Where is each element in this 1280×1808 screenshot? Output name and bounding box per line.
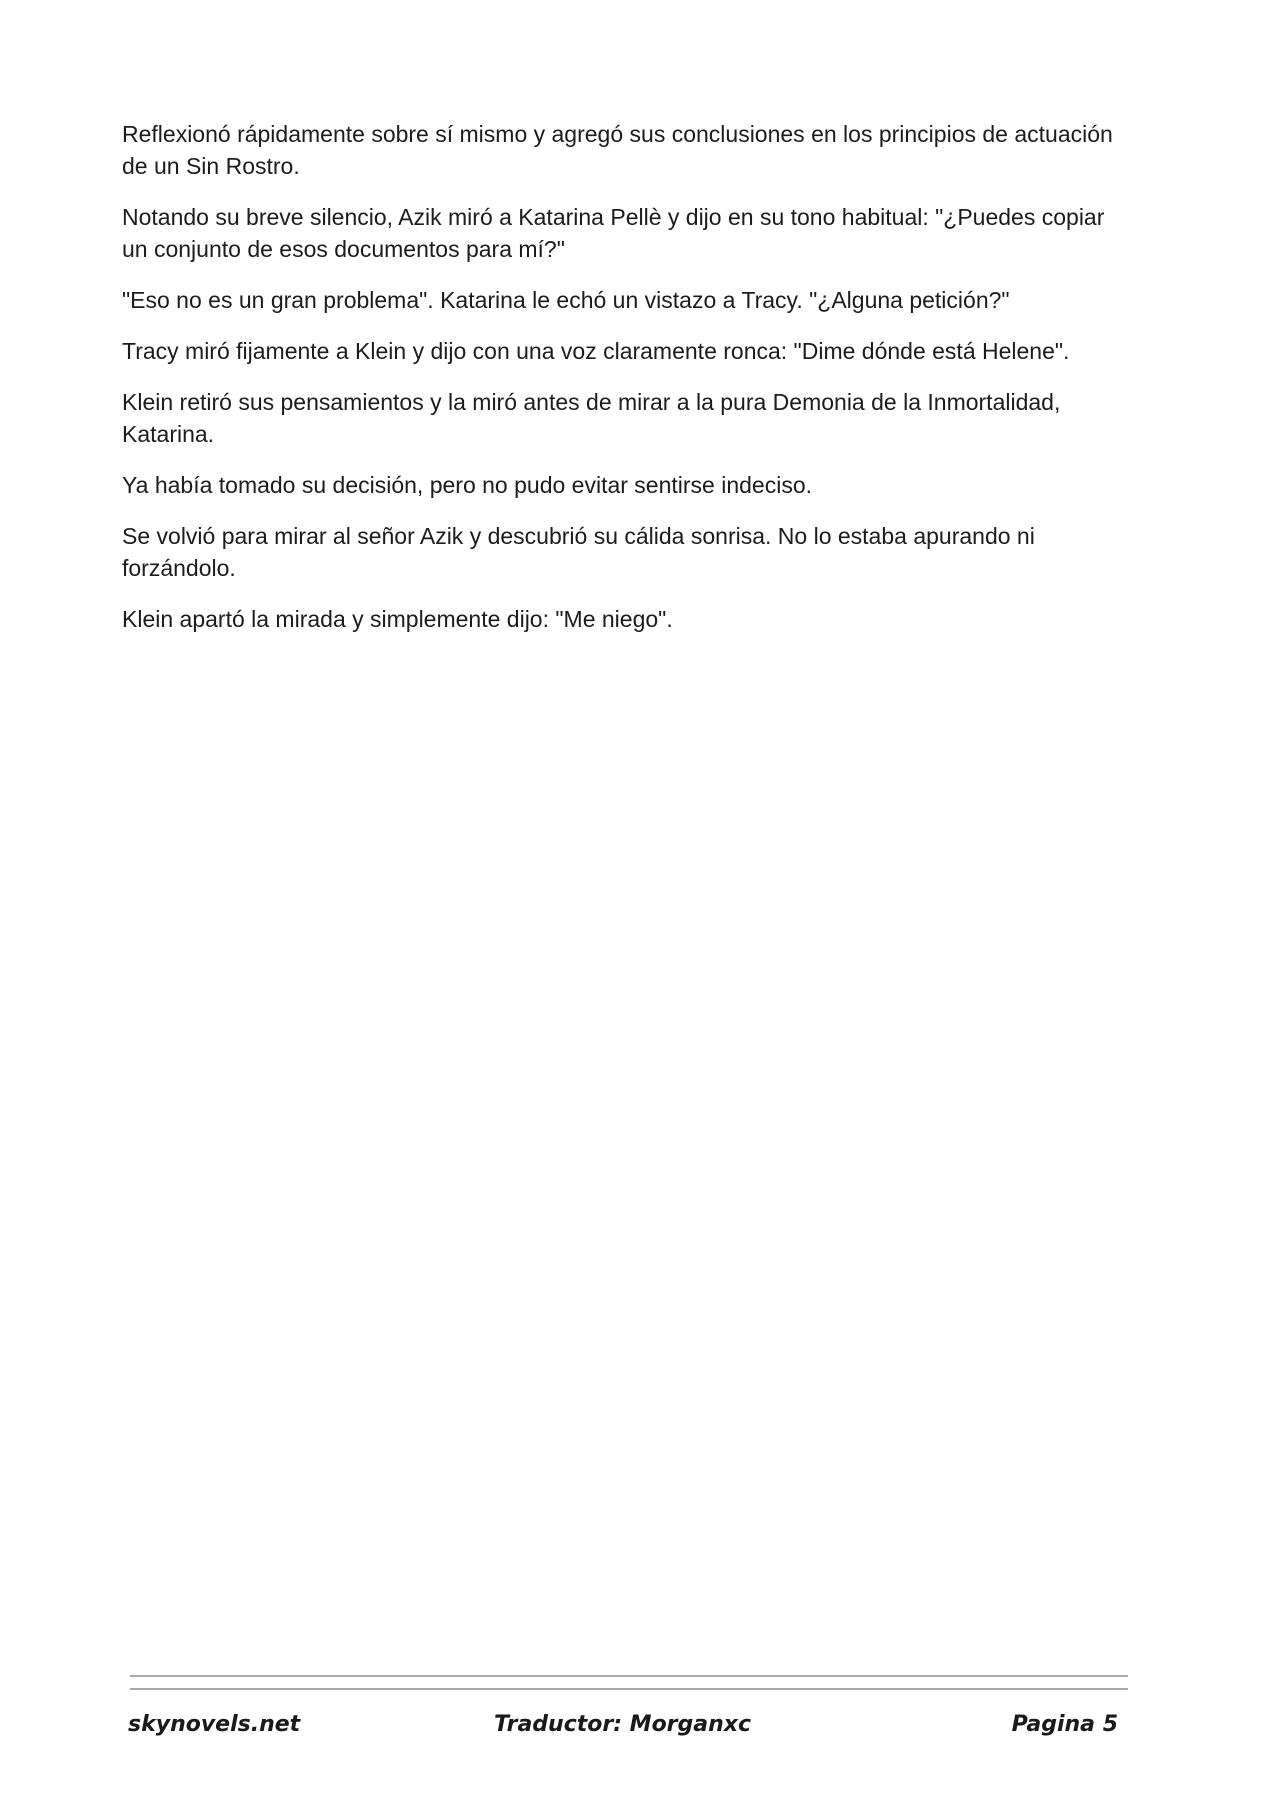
paragraph-5: Klein retiró sus pensamientos y la miró antes de mirar a la pura Demonia de la Inmortalidad, Katarina. (122, 389, 1061, 447)
footer-site: skynovels.net (128, 1712, 301, 1737)
paragraph-6: Ya había tomado su decisión, pero no pudo evitar sentirse indeciso. (122, 472, 812, 498)
paragraph-4: Tracy miró fijamente a Klein y dijo con una voz claramente ronca: "Dime dónde está Helene". (122, 338, 1070, 364)
paragraph-3: "Eso no es un gran problema". Katarina le echó un vistazo a Tracy. "¿Alguna petición?" (122, 287, 1010, 313)
paragraph-2: Notando su breve silencio, Azik miró a Katarina Pellè y dijo en su tono habitual: "¿Puedes copiar un conjunto de esos documentos para mí?" (122, 204, 1105, 262)
paragraph-7: Se volvió para mirar al señor Azik y descubrió su cálida sonrisa. No lo estaba apurando ni forzándolo. (122, 523, 1035, 581)
footer-divider-bottom (130, 1688, 1128, 1690)
footer-translator: Traductor: Morganxc (494, 1712, 752, 1737)
body-text (122, 118, 1122, 654)
footer-divider-top (130, 1675, 1128, 1677)
paragraph-8: Klein apartó la mirada y simplemente dijo: "Me niego". (122, 606, 673, 632)
page-footer (128, 1712, 1118, 1748)
paragraph-1: Reflexionó rápidamente sobre sí mismo y agregó sus conclusiones en los principios de actuación de un Sin Rostro. (122, 121, 1113, 179)
footer-page-number: Pagina 5 (1011, 1712, 1118, 1737)
